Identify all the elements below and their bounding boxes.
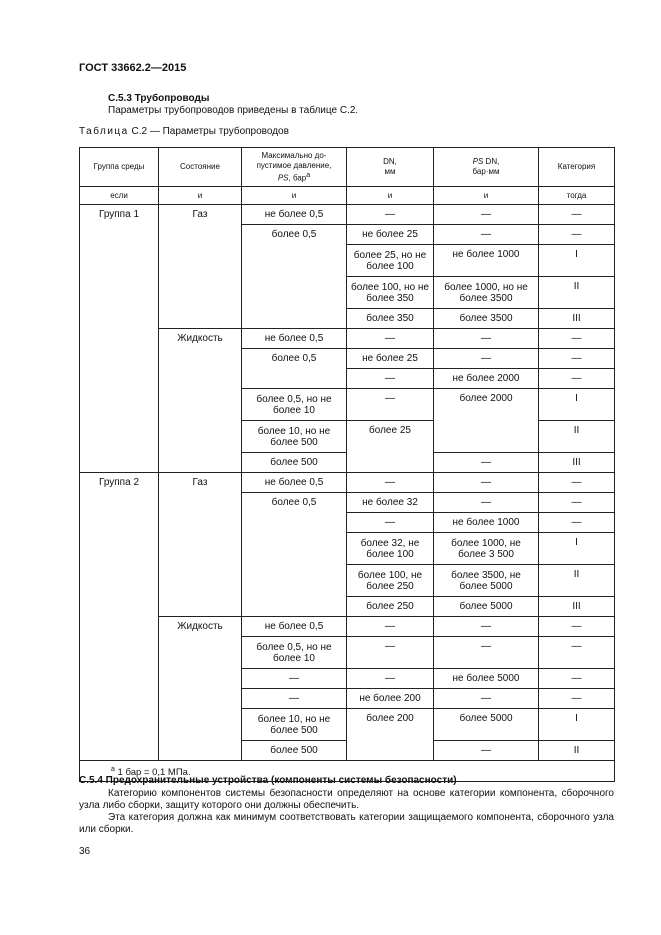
page-number: 36 [79, 846, 91, 857]
dn-cell: — [347, 473, 434, 493]
pressure-cell: не более 0,5 [242, 205, 347, 225]
section-c54-paragraph-2: Эта категория должна как минимум соответствовать категории защищаемого компонента, сборочного узла или сборки. [79, 812, 614, 835]
header-ps-symbol: PS [277, 173, 289, 183]
pressure-cell: более 10, но не более 500 [242, 421, 347, 453]
state-cell: Жидкость [159, 617, 242, 761]
psdn-cell: более 3500, не более 5000 [434, 565, 539, 597]
pressure-cell: более 0,5, но не более 10 [242, 637, 347, 669]
dn-cell: — [347, 513, 434, 533]
category-cell: — [539, 493, 615, 513]
psdn-cell: — [434, 473, 539, 493]
header-category: Категория [539, 148, 615, 187]
group-cell: Группа 1 [80, 205, 159, 473]
table-row [80, 205, 615, 225]
state-cell: Жидкость [159, 329, 242, 473]
table-caption [79, 126, 289, 137]
category-cell: II [539, 741, 615, 761]
pressure-cell: не более 0,5 [242, 617, 347, 637]
header-max-pressure [242, 148, 347, 187]
category-cell: — [539, 669, 615, 689]
header-dn-symbol: DN, [383, 157, 397, 166]
psdn-cell: более 5000 [434, 597, 539, 617]
dn-cell: не более 25 [347, 349, 434, 369]
dn-cell: более 32, не более 100 [347, 533, 434, 565]
psdn-cell: — [434, 637, 539, 669]
category-cell: III [539, 453, 615, 473]
psdn-cell: — [434, 349, 539, 369]
category-cell: I [539, 245, 615, 277]
header-ps-dn [434, 148, 539, 187]
psdn-cell: более 2000 [434, 389, 539, 453]
table-row [80, 329, 615, 349]
pressure-cell: более 10, но не более 500 [242, 709, 347, 741]
header-group: Группа среды [80, 148, 159, 187]
psdn-cell: более 1000, не более 3 500 [434, 533, 539, 565]
section-c53-text: Параметры трубопроводов приведены в таблице С.2. [108, 105, 359, 116]
footnote-text: 1 бар = 0,1 МПа. [114, 767, 191, 779]
header-max-pressure-line1: Максимально до- [261, 150, 327, 160]
state-cell: Газ [159, 473, 242, 617]
dn-cell: — [347, 637, 434, 669]
category-cell: — [539, 329, 615, 349]
pressure-cell: более 0,5 [242, 225, 347, 329]
category-cell: — [539, 689, 615, 709]
section-c53-title: С.5.3 Трубопроводы [108, 93, 210, 104]
dn-cell: — [347, 389, 434, 421]
header-max-pressure-line2: пустимое давление, [256, 160, 332, 170]
footnote-mark: а [111, 765, 115, 773]
category-cell: — [539, 473, 615, 493]
category-cell: I [539, 389, 615, 421]
category-cell: — [539, 369, 615, 389]
category-cell: III [539, 309, 615, 329]
header-state: Состояние [159, 148, 242, 187]
dn-cell: — [347, 617, 434, 637]
section-c54-paragraph-1: Категорию компонентов системы безопасности определяют на основе категории компонента, сборочного узла либо сборки, защиту которого они должны обеспечить. [79, 788, 614, 811]
header-psdn-unit: бар·мм [472, 167, 500, 176]
category-cell: II [539, 421, 615, 453]
table-row [80, 473, 615, 493]
category-cell: — [539, 349, 615, 369]
pressure-cell: более 0,5 [242, 493, 347, 617]
psdn-cell: — [434, 329, 539, 349]
dn-cell: не более 32 [347, 493, 434, 513]
psdn-cell: не более 5000 [434, 669, 539, 689]
psdn-cell: более 3500 [434, 309, 539, 329]
category-cell: — [539, 637, 615, 669]
category-cell: II [539, 565, 615, 597]
pressure-cell: — [242, 669, 347, 689]
psdn-cell: — [434, 205, 539, 225]
category-cell: — [539, 513, 615, 533]
group-cell: Группа 2 [80, 473, 159, 761]
category-cell: — [539, 617, 615, 637]
psdn-cell: более 5000 [434, 709, 539, 741]
category-cell: — [539, 225, 615, 245]
category-cell: — [539, 205, 615, 225]
header-dn-unit: мм [384, 167, 396, 176]
psdn-cell: более 1000, но не более 3500 [434, 277, 539, 309]
table-subheader-row [80, 187, 615, 205]
table-caption-prefix: Таблица [79, 126, 129, 137]
header-footnote-mark: а [306, 171, 311, 179]
document-header: ГОСТ 33662.2—2015 [79, 62, 187, 74]
psdn-cell: — [434, 453, 539, 473]
dn-cell: — [347, 205, 434, 225]
dn-cell: — [347, 329, 434, 349]
table-caption-number: С.2 [131, 126, 148, 137]
dn-cell: не более 25 [347, 225, 434, 245]
header-psdn-ps: PS [472, 157, 484, 166]
dn-cell: — [347, 369, 434, 389]
subheader-group: если [80, 187, 159, 205]
section-c54-title: С.5.4 Предохранительные устройства (компоненты системы безопасности) [79, 775, 457, 786]
psdn-cell: — [434, 493, 539, 513]
subheader-state: и [159, 187, 242, 205]
dn-cell: не более 200 [347, 689, 434, 709]
category-cell: III [539, 597, 615, 617]
subheader-category: тогда [539, 187, 615, 205]
table-caption-title: — Параметры трубопроводов [149, 126, 289, 137]
table-row [80, 617, 615, 637]
header-psdn-dn: DN, [483, 157, 500, 166]
psdn-cell: — [434, 741, 539, 761]
dn-cell: более 100, но не более 350 [347, 277, 434, 309]
category-cell: II [539, 277, 615, 309]
category-cell: I [539, 533, 615, 565]
psdn-cell: не более 1000 [434, 513, 539, 533]
psdn-cell: — [434, 689, 539, 709]
pressure-cell: более 500 [242, 741, 347, 761]
pressure-cell: не более 0,5 [242, 473, 347, 493]
subheader-pressure: и [242, 187, 347, 205]
category-cell: I [539, 709, 615, 741]
psdn-cell: — [434, 225, 539, 245]
header-dn [347, 148, 434, 187]
header-pressure-unit: , бар [288, 173, 307, 183]
dn-cell: более 350 [347, 309, 434, 329]
dn-cell: более 100, не более 250 [347, 565, 434, 597]
state-cell: Газ [159, 205, 242, 329]
pressure-cell: более 0,5 [242, 349, 347, 389]
dn-cell: более 25 [347, 421, 434, 473]
psdn-cell: — [434, 617, 539, 637]
pressure-cell: более 0,5, но не более 10 [242, 389, 347, 421]
pipeline-parameters-table [79, 147, 615, 782]
dn-cell: — [347, 669, 434, 689]
pressure-cell: не более 0,5 [242, 329, 347, 349]
pressure-cell: — [242, 689, 347, 709]
pressure-cell: более 500 [242, 453, 347, 473]
table-header-row [80, 148, 615, 187]
dn-cell: более 200 [347, 709, 434, 761]
psdn-cell: не более 2000 [434, 369, 539, 389]
dn-cell: более 250 [347, 597, 434, 617]
subheader-psdn: и [434, 187, 539, 205]
psdn-cell: не более 1000 [434, 245, 539, 277]
subheader-dn: и [347, 187, 434, 205]
dn-cell: более 25, но не более 100 [347, 245, 434, 277]
